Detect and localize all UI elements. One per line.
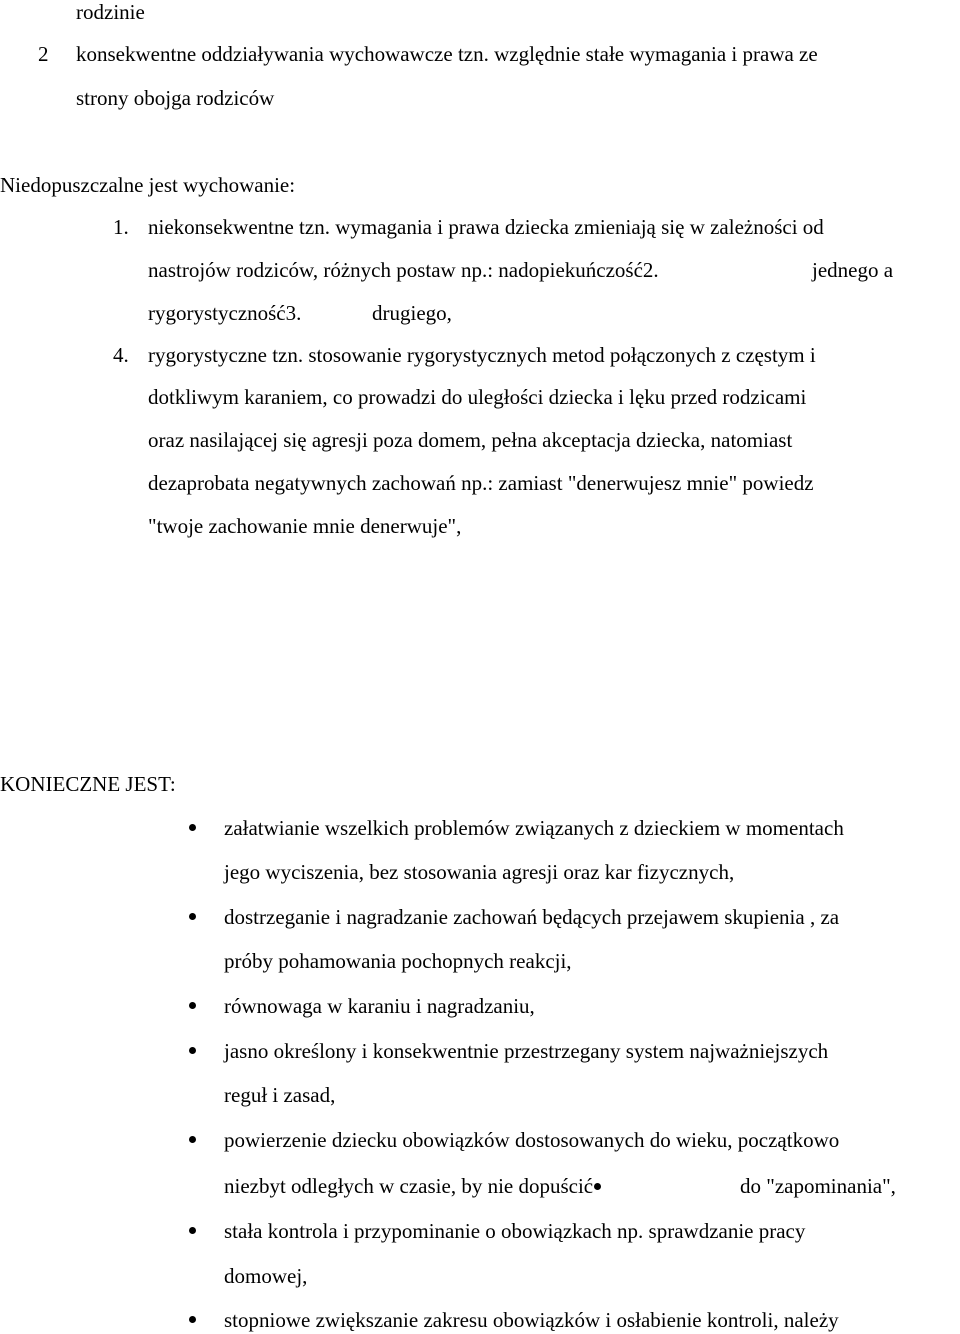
bullet-item-line xyxy=(224,1173,602,1199)
list-item-line: niekonsekwentne tzn. wymagania i prawa dziecka zmieniają się w zależności od xyxy=(148,215,824,239)
bullet-icon xyxy=(189,913,196,920)
continued-text-line: rodzinie xyxy=(76,0,145,24)
bullet-icon xyxy=(189,1047,196,1054)
bullet-item-line-fragment: do "zapominania", xyxy=(740,1174,896,1198)
list-item-line: strony obojga rodziców xyxy=(76,86,275,110)
bullet-item-line: załatwianie wszelkich problemów związanych z dzieckiem w momentach xyxy=(224,816,844,840)
bullet-item-line: powierzenie dziecku obowiązków dostosowanych do wieku, początkowo xyxy=(224,1128,840,1152)
bullet-item-line: domowej, xyxy=(224,1264,308,1288)
bullet-item-line: jasno określony i konsekwentnie przestrzegany system najważniejszych xyxy=(224,1039,829,1063)
bullet-icon xyxy=(189,1002,196,1009)
bullet-item-line: dostrzeganie i nagradzanie zachowań będących przejawem skupienia , za xyxy=(224,905,840,929)
section-heading: Niedopuszczalne jest wychowanie: xyxy=(0,173,296,197)
list-item-line: nastrojów rodziców, różnych postaw np.: nadopiekuńczość2. xyxy=(148,258,659,282)
bullet-item-line: stopniowe zwiększanie zakresu obowiązków i osłabienie kontroli, należy xyxy=(224,1308,839,1332)
list-number: 2 xyxy=(38,42,49,66)
inline-bullet-icon xyxy=(594,1183,601,1190)
list-item-line: dezaprobata negatywnych zachowań np.: zamiast "denerwujesz mnie" powiedz xyxy=(148,471,814,495)
bullet-icon xyxy=(189,1316,196,1323)
list-item-line: dotkliwym karaniem, co prowadzi do uległości dziecka i lęku przed rodzicami xyxy=(148,385,807,409)
bullet-item-line: reguł i zasad, xyxy=(224,1083,336,1107)
bullet-item-line: próby pohamowania pochopnych reakcji, xyxy=(224,949,572,973)
list-number: 4. xyxy=(113,343,129,367)
list-item-line: oraz nasilającej się agresji poza domem, pełna akceptacja dziecka, natomiast xyxy=(148,428,793,452)
bullet-item-line: jego wyciszenia, bez stosowania agresji oraz kar fizycznych, xyxy=(224,860,735,884)
list-item-line: rygorystyczne tzn. stosowanie rygorystycznych metod połączonych z częstym i xyxy=(148,343,816,367)
section-heading: KONIECZNE JEST: xyxy=(0,772,176,796)
bullet-item-line: równowaga w karaniu i nagradzaniu, xyxy=(224,994,535,1018)
list-item-line-fragment: drugiego, xyxy=(372,301,452,325)
bullet-item-line: stała kontrola i przypominanie o obowiązkach np. sprawdzanie pracy xyxy=(224,1219,806,1243)
list-item-line: rygorystyczność3. xyxy=(148,301,302,325)
bullet-icon xyxy=(189,1227,196,1234)
list-item-line: konsekwentne oddziaływania wychowawcze tzn. względnie stałe wymagania i prawa ze xyxy=(76,42,818,66)
bullet-item-text: niezbyt odległych w czasie, by nie dopuścić xyxy=(224,1174,594,1198)
list-number: 1. xyxy=(113,215,129,239)
list-item-line: "twoje zachowanie mnie denerwuje", xyxy=(148,514,462,538)
bullet-icon xyxy=(189,824,196,831)
list-item-line-fragment: jednego a xyxy=(812,258,894,282)
bullet-icon xyxy=(189,1136,196,1143)
